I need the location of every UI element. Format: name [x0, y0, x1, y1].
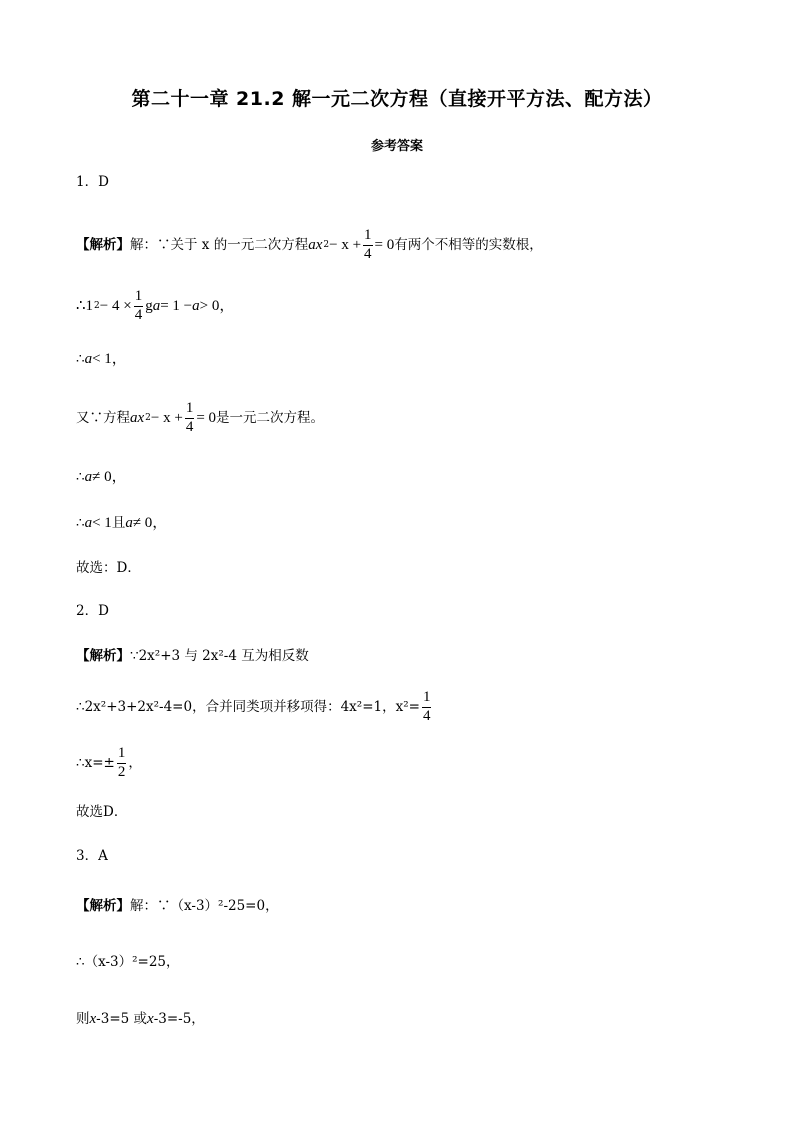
- therefore-symbol: ∴: [76, 350, 85, 367]
- q1-l2-a: ∴1: [76, 297, 94, 314]
- q1-l5-rest: ≠ 0，: [92, 469, 127, 485]
- q1-answer: 1．D: [76, 174, 109, 190]
- frac-num: 1: [422, 689, 431, 705]
- q1-expr-eq: = 0: [374, 236, 395, 253]
- q1-expr: ax: [308, 236, 323, 253]
- q1-analysis-tag: 【解析】: [76, 236, 130, 253]
- frac-num: 1: [117, 745, 126, 761]
- q2-line-1-text: ∵2x²+3 与 2x²-4 互为相反数: [130, 648, 309, 664]
- q1-l6-e: a: [125, 515, 133, 531]
- frac-num: 1: [134, 288, 143, 304]
- q1-l2-d: a: [152, 297, 161, 314]
- q2-analysis-tag: 【解析】: [76, 648, 130, 664]
- q1-line-1-tail: 有两个不相等的实数根，: [394, 236, 543, 253]
- q1-l6-c: < 1: [92, 515, 112, 531]
- q3-line-3: [76, 1012, 205, 1027]
- q1-l6-var: a: [84, 515, 93, 531]
- frac-den: 2: [117, 763, 126, 780]
- q1-l5-var: a: [84, 469, 93, 485]
- q2-line-2-text: ∴2x²+3+2x²-4=0，合并同类项并移项得：4x²=1，x²=: [76, 698, 420, 715]
- q3-line-1-text: 解：∵（x-3）²-25=0，: [130, 898, 279, 914]
- q1-l4-fraction: [185, 401, 195, 436]
- q1-l4-a: 又∵方程: [76, 409, 130, 426]
- q1-line-2: [76, 289, 234, 324]
- q1-fraction: [363, 228, 373, 263]
- page-title: 第二十一章 21.2 解一元二次方程（直接开平方法、配方法）: [131, 88, 663, 110]
- q1-conclusion: 故选：D．: [76, 560, 141, 576]
- frac-den: 4: [134, 306, 143, 323]
- q3-l3-e: -3=-5，: [153, 1010, 205, 1027]
- q1-expr-minus: − x +: [329, 236, 362, 253]
- q2-line-1: [76, 650, 309, 664]
- q3-line-2: ∴（x-3）²=25，: [76, 954, 180, 970]
- q2-line-3: [76, 746, 142, 781]
- q3-l3-var1: x: [89, 1011, 97, 1027]
- q1-l4-c: − x +: [150, 409, 183, 426]
- q1-line-5: [76, 470, 127, 485]
- q3-l3-var2: x: [147, 1011, 154, 1027]
- q1-line-1: [76, 228, 543, 263]
- q1-l4-d: = 0: [196, 409, 217, 426]
- q1-line-6: [76, 516, 167, 531]
- q1-sup: 2: [323, 239, 330, 250]
- q2-line-3-text: ∴x=±: [76, 754, 115, 771]
- q1-l6-f: ≠ 0，: [132, 515, 168, 531]
- q1-l2-g: > 0，: [199, 297, 235, 314]
- q1-l4-sup: 2: [145, 412, 151, 423]
- q1-l2-b: − 4 ×: [99, 297, 132, 314]
- q1-l3-var: a: [84, 351, 93, 367]
- q1-line-4: [76, 401, 324, 436]
- q1-l2-e: = 1 −: [160, 297, 193, 314]
- frac-den: 4: [185, 418, 194, 435]
- q2-answer: 2．D: [76, 603, 109, 619]
- q1-l2-c: g: [145, 297, 153, 314]
- q2-conclusion: 故选D．: [76, 804, 128, 820]
- q1-line-1-text: 解：∵关于 x 的一元二次方程: [130, 236, 309, 253]
- q3-answer: 3．A: [76, 848, 108, 864]
- q1-l3-rest: < 1，: [92, 351, 127, 367]
- frac-num: 1: [185, 400, 194, 416]
- q1-l2-fraction: [134, 289, 144, 324]
- q2-line-2: [76, 690, 433, 725]
- q2-fraction-half: [117, 746, 127, 781]
- q2-line-3-comma: ，: [128, 754, 142, 771]
- q1-l4-expr: ax: [130, 409, 145, 426]
- frac-num: 1: [364, 227, 372, 243]
- q1-l4-e: 是一元二次方程。: [216, 409, 325, 426]
- q3-analysis-tag: 【解析】: [76, 898, 130, 914]
- page-subtitle: 参考答案: [370, 139, 423, 154]
- frac-den: 4: [422, 707, 431, 724]
- q3-line-1: [76, 900, 279, 914]
- q3-l3-c: -3=5 或: [96, 1010, 148, 1027]
- therefore-symbol: ∴: [76, 468, 85, 485]
- q1-line-3: [76, 352, 127, 367]
- q2-fraction-quarter: [422, 690, 432, 725]
- q3-l3-a: 则: [76, 1010, 90, 1027]
- frac-den: 4: [364, 245, 372, 262]
- q1-l2-f: a: [192, 297, 200, 314]
- therefore-symbol: ∴: [76, 514, 85, 531]
- q1-l2-sup: 2: [94, 300, 100, 311]
- q1-l6-d: 且: [111, 514, 126, 531]
